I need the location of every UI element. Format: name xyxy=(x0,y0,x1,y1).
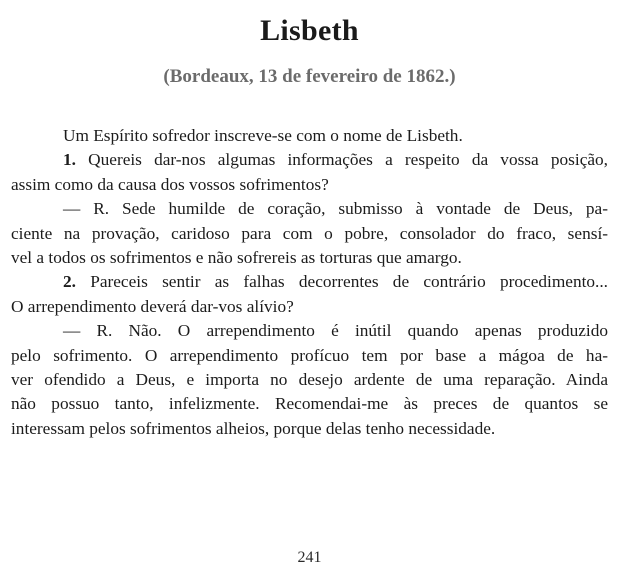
question-number: 1. xyxy=(63,150,76,170)
text-line: pelo sofrimento. O arrependimento profícuo tem por base a mágoa de ha- xyxy=(11,345,608,365)
text-line: ver ofendido a Deus, e importa no desejo ardente de uma reparação. Ainda xyxy=(11,370,608,390)
text-line xyxy=(11,270,608,294)
text-line: O arrependimento deverá dar-vos alívio? xyxy=(11,296,294,316)
question-number: 2. xyxy=(63,272,76,292)
text-line: ciente na provação, caridoso para com o pobre, consolador do fraco, sensí- xyxy=(11,223,608,243)
text-line: assim como da causa dos vossos sofrimentos? xyxy=(11,174,329,194)
subtitle-place-date: (Bordeaux, 13 de fevereiro de 1862.) xyxy=(163,66,456,87)
body-text xyxy=(11,124,608,441)
text-line-content: Quereis dar-nos algumas informações a respeito da vossa posição, xyxy=(75,150,608,170)
text-line xyxy=(11,148,608,172)
text-line: — R. Não. O arrependimento é inútil quando apenas produzido xyxy=(63,321,608,341)
text-line: interessam pelos sofrimentos alheios, porque delas tenho necessidade. xyxy=(11,418,496,438)
page-number: 241 xyxy=(297,549,322,566)
text-line-content: Pareceis sentir as falhas decorrentes de contrário procedimento... xyxy=(75,272,608,292)
page-title: Lisbeth xyxy=(260,14,359,47)
text-line: não possuo tanto, infelizmente. Recomendai-me às preces de quantos se xyxy=(11,394,608,414)
text-line: Um Espírito sofredor inscreve-se com o nome de Lisbeth. xyxy=(63,126,463,145)
text-line: — R. Sede humilde de coração, submisso à vontade de Deus, pa- xyxy=(63,199,608,219)
text-line: vel a todos os sofrimentos e não sofrereis as torturas que amargo. xyxy=(11,248,462,268)
